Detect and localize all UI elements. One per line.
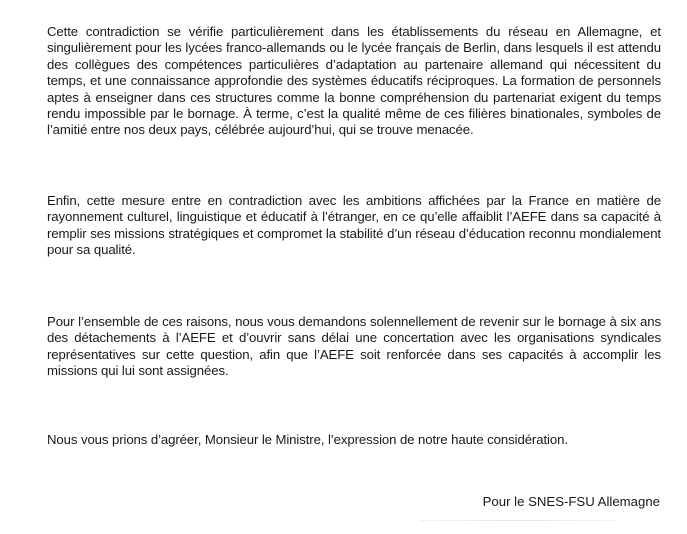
- paragraph-cultural-ambitions: Enfin, cette mesure entre en contradiction avec les ambitions affichées par la France en matière de rayonnement culturel, linguistique et éducatif à l’étranger, en ce qu’elle affaiblit l’AEFE dans sa capacité à remplir ses missions stratégiques et compromet la stabilité d’un réseau d’éducation reconnu mondialement pour sa qualité.: [47, 193, 661, 258]
- paragraph-closing-formula: Nous vous prions d’agréer, Monsieur le Ministre, l’expression de notre haute considération.: [47, 432, 568, 447]
- paragraph-request: Pour l’ensemble de ces raisons, nous vous demandons solennellement de revenir sur le bornage à six ans des détachements à l’AEFE et d’ouvrir sans délai une concertation avec les organisations syndicales représentatives sur cette question, afin que l’AEFE soit renforcée dans ses capacités à accomplir les missions qui lui sont assignées.: [47, 314, 661, 379]
- signature-divider: [420, 520, 616, 521]
- signature-line: Pour le SNES-FSU Allemagne: [482, 494, 660, 509]
- paragraph-binational-schools: Cette contradiction se vérifie particulièrement dans les établissements du réseau en Allemagne, et singulièrement pour les lycées franco-allemands ou le lycée français de Berlin, dans lesquels il est attendu des collègues des compétences particulières d’adaptation au partenaire allemand qui nécessitent du temps, et une connaissance approfondie des systèmes éducatifs réciproques. La formation de personnels aptes à enseigner dans ces structures comme la bonne compréhension du partenariat exigent du temps rendu impossible par le bornage. À terme, c’est la qualité même de ces filières binationales, symboles de l’amitié entre nos deux pays, célébrée aujourd’hui, qui se trouve menacée.: [47, 24, 661, 138]
